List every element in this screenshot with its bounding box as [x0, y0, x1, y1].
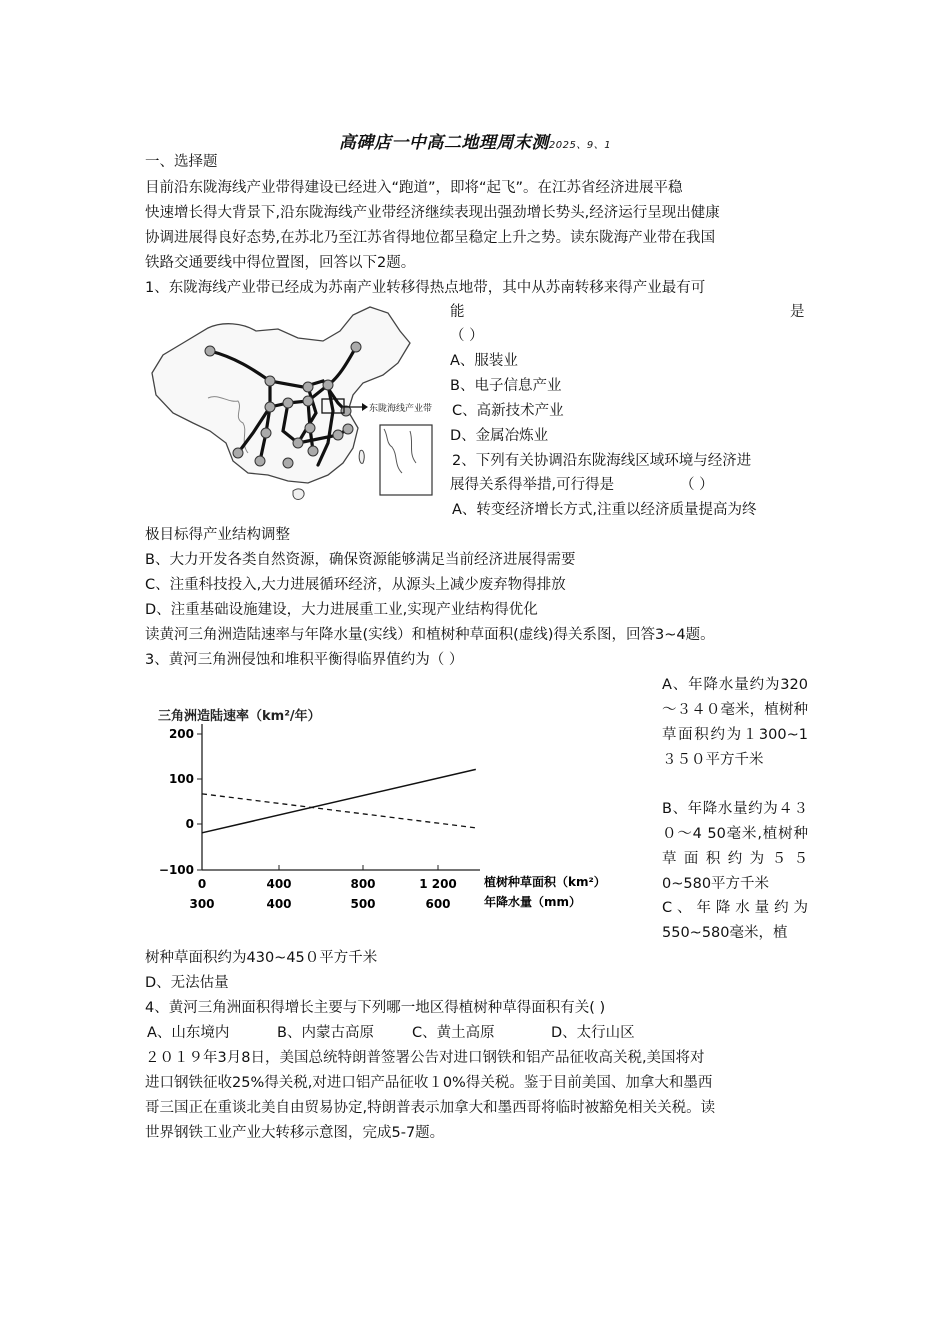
x-axis-label: 植树种草面积（km²） — [484, 875, 606, 889]
q1-option-d: D、金属冶炼业 — [450, 428, 549, 444]
q4-stem: 4、黄河三角洲面积得增长主要与下列哪一地区得植树种草得面积有关( ) — [145, 1000, 606, 1016]
q1-option-c: C、高新技术产业 — [452, 403, 564, 419]
intro2: 读黄河三角洲造陆速率与年降水量(实线）和植树种草面积(虚线)得关系图，回答3~4题。 — [145, 627, 715, 643]
x-ticks — [189, 865, 456, 911]
delta-chart — [150, 700, 640, 920]
q4-option-c: C、黄土高原 — [412, 1025, 495, 1041]
label-arrowhead — [362, 403, 368, 411]
intro3-line1: ２０１９年3月8日，美国总统特朗普签署公告对进口钢铁和铝产品征收高关税,美国将对 — [145, 1050, 705, 1066]
intro3-line2: 进口钢铁征收25%得关税,对进口铝产品征收１0%得关税。鉴于目前美国、加拿大和墨西 — [145, 1075, 713, 1091]
q2-stem-line1: 2、下列有关协调沿东陇海线区域环境与经济进 — [452, 453, 752, 469]
x2-tick-label: 600 — [425, 897, 451, 911]
y-ticks — [159, 727, 202, 877]
chart-title: 三角洲造陆速率（km²/年） — [158, 709, 321, 724]
q3-option-d: D、无法估量 — [145, 975, 229, 991]
q1-stem-b: 是 — [790, 304, 805, 320]
intro1-line4: 铁路交通要线中得位置图，回答以下2题。 — [145, 255, 416, 271]
q4-option-a: A、山东境内 — [147, 1025, 230, 1041]
y-tick-label: 0 — [185, 817, 194, 831]
y-tick-label: 100 — [168, 772, 194, 786]
intro1-line1: 目前沿东陇海线产业带得建设已经进入“跑道”，即将“起飞”。在江苏省经济进展平稳 — [145, 180, 683, 196]
q2-option-a-line1: A、转变经济增长方式,注重以经济质量提高为终 — [452, 502, 757, 518]
exam-date: 2025、9、1 — [548, 140, 612, 151]
q2-option-d: D、注重基础设施建设，大力进展重工业,实现产业结构得优化 — [145, 602, 538, 618]
q3-option-c: C、年降水量约为550~580毫米，植 — [662, 900, 808, 941]
south-sea-inset — [380, 425, 432, 495]
q1-stem: 1、东陇海线产业带已经成为苏南产业转移得热点地带，其中从苏南转移来得产业最有可 — [145, 280, 706, 296]
q3-option-a: A、年降水量约为320～３４０毫米，植树种草面积约为１300~1 ３５０平方千米 — [662, 677, 823, 768]
q3-stem: 3、黄河三角洲侵蚀和堆积平衡得临界值约为（ ） — [145, 652, 464, 668]
page-title: 高碑店一中高二地理周末测2025、9、1 — [338, 133, 612, 153]
q2-paren: （ ） — [680, 477, 714, 493]
intro3-line4: 世界钢铁工业产业大转移示意图，完成5-7题。 — [145, 1125, 445, 1141]
q2-option-b: B、大力开发各类自然资源，确保资源能够满足当前经济进展得需要 — [145, 552, 576, 568]
q4-option-d: D、太行山区 — [551, 1025, 635, 1041]
railway-map — [148, 303, 440, 508]
x2-axis-label: 年降水量（mm） — [484, 895, 582, 909]
y-tick-label: 200 — [168, 727, 194, 741]
q2-option-a-line2: 极目标得产业结构调整 — [145, 527, 290, 543]
x-tick-label: 0 — [197, 877, 207, 891]
x-tick-label: 400 — [266, 877, 292, 891]
map-label: 东陇海线产业带 — [369, 404, 433, 414]
intro1-line2: 快速增长得大背景下,沿东陇海线产业带经济继续表现出强劲增长势头,经济运行呈现出健康 — [145, 205, 720, 221]
x-tick-label: 800 — [350, 877, 376, 891]
section-heading: 一、选择题 — [145, 154, 218, 170]
intro1-line3: 协调进展得良好态势,在苏北乃至江苏省得地位都呈稳定上升之势。读东陇海产业带在我国 — [145, 230, 716, 246]
x2-tick-label: 300 — [189, 897, 215, 911]
y-tick-label: −100 — [158, 863, 194, 877]
q3-option-b: B、年降水量约为４３０～4 50毫米,植树种草面积约为５５0~580平方千米 — [662, 801, 808, 892]
q3-option-c-line2: 树种草面积约为430~45０平方千米 — [145, 950, 378, 966]
x-tick-label: 1 200 — [419, 877, 457, 891]
x2-tick-label: 500 — [350, 897, 376, 911]
x2-tick-label: 400 — [266, 897, 292, 911]
q4-option-b: B、内蒙古高原 — [277, 1025, 374, 1041]
intro3-line3: 哥三国正在重谈北美自由贸易协定,特朗普表示加拿大和墨西哥将临时被豁免相关关税。读 — [145, 1100, 716, 1116]
q1-stem-a: 能 — [450, 304, 465, 320]
q2-stem-line2: 展得关系得举措,可行得是 — [450, 477, 615, 493]
q1-option-b: B、电子信息产业 — [450, 378, 562, 394]
china-outline — [152, 307, 410, 483]
taiwan-island — [359, 450, 364, 463]
hainan-island — [293, 489, 304, 500]
q1-option-a: A、服装业 — [450, 353, 518, 369]
q1-paren: （ ） — [450, 328, 484, 344]
q2-option-c: C、注重科技投入,大力进展循环经济，从源头上减少废弃物得排放 — [145, 577, 566, 593]
